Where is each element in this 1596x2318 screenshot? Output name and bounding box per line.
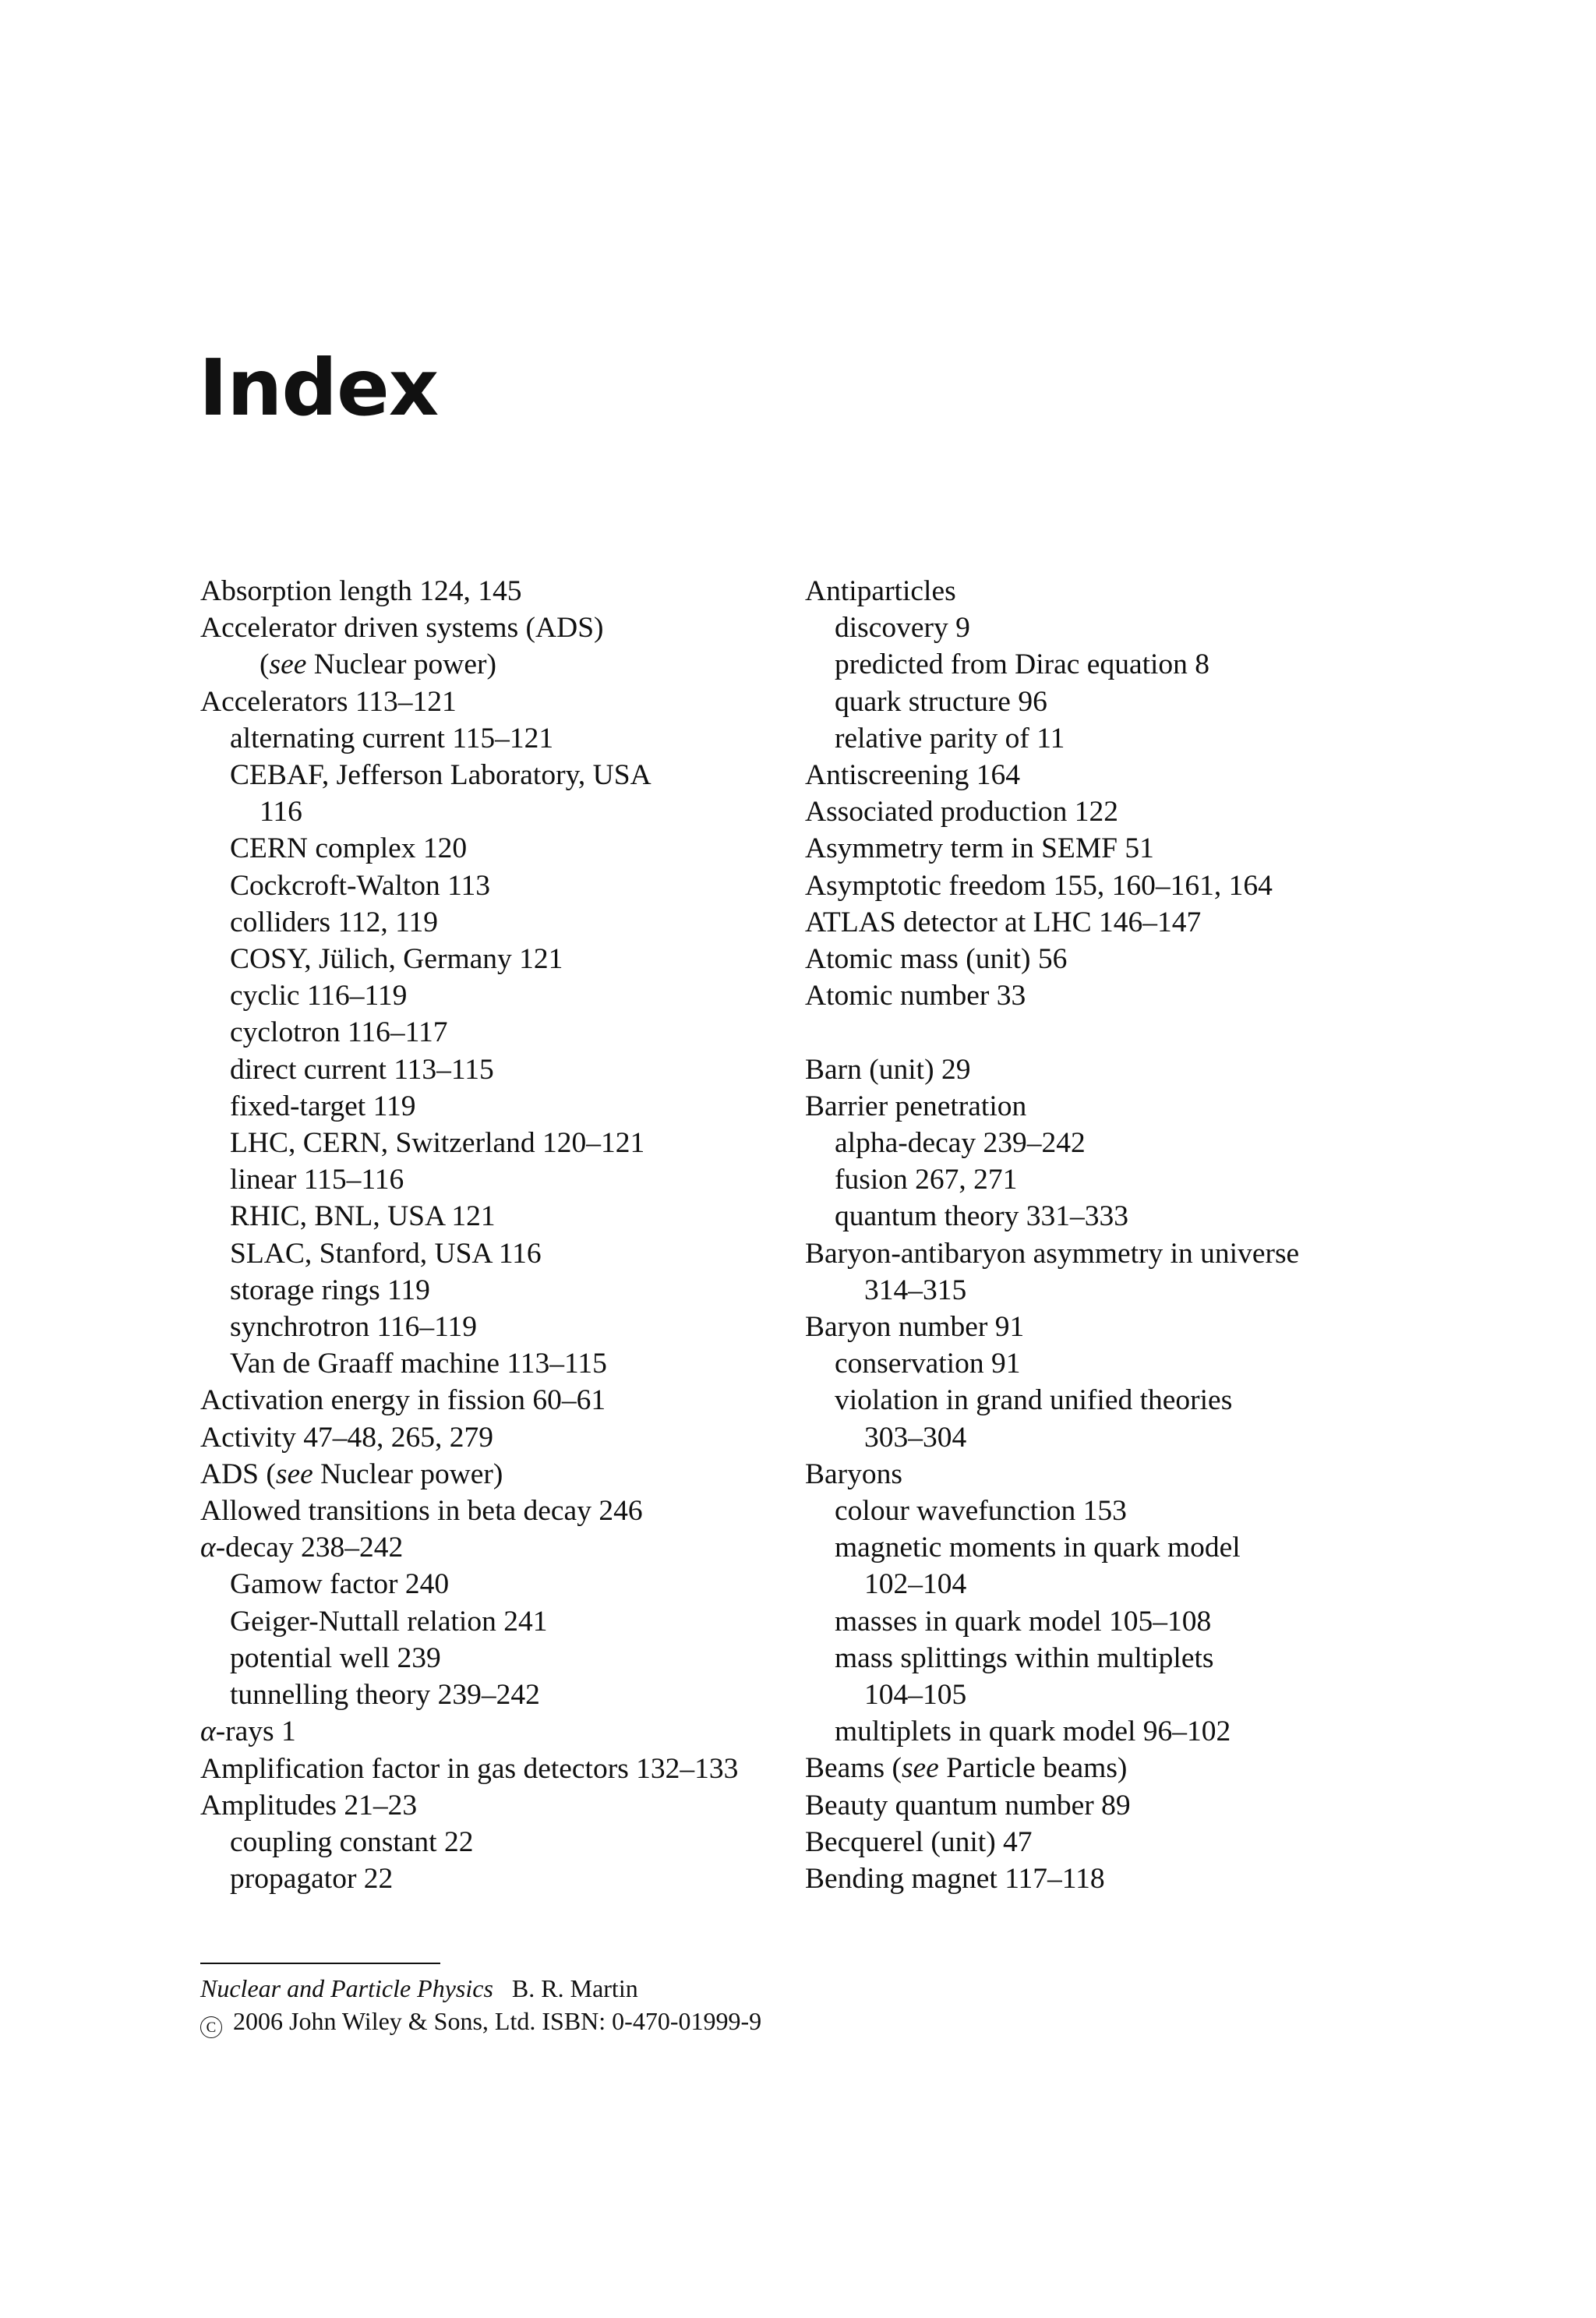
index-entry: ATLAS detector at LHC 146–147 (805, 906, 1202, 938)
index-subentry: relative parity of 11 (835, 722, 1065, 754)
index-entry: Baryon number 91 (805, 1311, 1025, 1344)
index-subentry: quantum theory 331–333 (835, 1200, 1129, 1233)
index-subentry: 303–304 (864, 1421, 967, 1454)
index-subentry: potential well 239 (230, 1641, 441, 1674)
index-subentry: conservation 91 (835, 1348, 1021, 1380)
index-subentry: fusion 267, 271 (835, 1164, 1018, 1196)
index-subentry: predicted from Dirac equation 8 (835, 648, 1210, 681)
index-entry: Activity 47–48, 265, 279 (200, 1421, 494, 1454)
index-subentry: linear 115–116 (230, 1164, 404, 1196)
index-subentry: propagator 22 (230, 1863, 394, 1896)
index-subentry: coupling constant 22 (230, 1825, 474, 1858)
index-subentry: storage rings 119 (230, 1274, 430, 1306)
index-subentry: synchrotron 116–119 (230, 1311, 477, 1344)
index-subentry: fixed-target 119 (230, 1090, 416, 1122)
index-entry: Amplification factor in gas detectors 132–133 (200, 1752, 739, 1785)
index-subentry: cyclotron 116–117 (230, 1016, 448, 1049)
index-entry: α-rays 1 (200, 1716, 296, 1748)
index-subentry: Gamow factor 240 (230, 1568, 450, 1601)
index-subentry: (see Nuclear power) (260, 648, 497, 681)
index-column-right (805, 573, 1413, 1897)
index-entry: Accelerators 113–121 (200, 685, 457, 718)
index-entry: Bending magnet 117–118 (805, 1863, 1105, 1896)
index-subentry: CERN complex 120 (230, 832, 468, 865)
index-entry: Activation energy in fission 60–61 (200, 1384, 606, 1417)
index-entry: Atomic mass (unit) 56 (805, 943, 1068, 976)
index-subentry: discovery 9 (835, 612, 970, 645)
index-subentry: 116 (260, 796, 302, 829)
index-subentry: multiplets in quark model 96–102 (835, 1716, 1231, 1748)
index-subentry: colour wavefunction 153 (835, 1495, 1127, 1528)
index-subentry: 314–315 (864, 1274, 967, 1306)
index-entry: Absorption length 124, 145 (200, 575, 522, 607)
letter-group-gap (805, 1014, 1413, 1051)
index-subentry: direct current 113–115 (230, 1053, 494, 1086)
index-entry: Barrier penetration (805, 1090, 1027, 1122)
index-subentry: Cockcroft-Walton 113 (230, 869, 491, 902)
copyright-text: 2006 John Wiley & Sons, Ltd. ISBN: 0-470-01999-9 (233, 2007, 762, 2035)
index-entry: Associated production 122 (805, 796, 1119, 829)
index-entry: Accelerator driven systems (ADS) (200, 612, 604, 645)
index-entry: Baryons (805, 1458, 902, 1490)
index-subentry: COSY, Jülich, Germany 121 (230, 943, 563, 976)
index-entry: Barn (unit) 29 (805, 1053, 971, 1086)
index-column-left (200, 573, 793, 1897)
index-entry: Allowed transitions in beta decay 246 (200, 1495, 643, 1528)
index-subentry: alpha-decay 239–242 (835, 1127, 1086, 1160)
footer-copyright-line (200, 2005, 761, 2038)
footer-rule (200, 1963, 440, 1964)
index-subentry: CEBAF, Jefferson Laboratory, USA (230, 759, 651, 792)
index-subentry: mass splittings within multiplets (835, 1641, 1214, 1674)
index-subentry: colliders 112, 119 (230, 906, 438, 938)
index-entry: Asymptotic freedom 155, 160–161, 164 (805, 869, 1273, 902)
index-subentry: alternating current 115–121 (230, 722, 554, 754)
index-entry: Baryon-antibaryon asymmetry in universe (805, 1237, 1300, 1270)
index-subentry: 104–105 (864, 1679, 967, 1712)
copyright-icon: C (200, 2016, 222, 2038)
index-entry: ADS (see Nuclear power) (200, 1458, 503, 1490)
page-title: Index (199, 342, 439, 433)
index-entry: Antiscreening 164 (805, 759, 1020, 792)
index-subentry: LHC, CERN, Switzerland 120–121 (230, 1127, 645, 1160)
footer (200, 1972, 761, 2038)
index-subentry: RHIC, BNL, USA 121 (230, 1200, 496, 1233)
index-subentry: SLAC, Stanford, USA 116 (230, 1237, 542, 1270)
index-entry: Asymmetry term in SEMF 51 (805, 832, 1154, 865)
index-subentry: tunnelling theory 239–242 (230, 1679, 540, 1712)
index-entry: Amplitudes 21–23 (200, 1789, 418, 1822)
index-subentry: cyclic 116–119 (230, 980, 408, 1012)
index-entry: Beauty quantum number 89 (805, 1789, 1131, 1822)
index-entry: Atomic number 33 (805, 980, 1026, 1012)
index-subentry: quark structure 96 (835, 685, 1047, 718)
index-entry: Becquerel (unit) 47 (805, 1825, 1033, 1858)
index-entry: Antiparticles (805, 575, 956, 607)
index-subentry: Geiger-Nuttall relation 241 (230, 1605, 548, 1638)
footer-book-line (200, 1972, 761, 2005)
book-title: Nuclear and Particle Physics (200, 1974, 493, 2002)
index-subentry: Van de Graaff machine 113–115 (230, 1348, 607, 1380)
index-subentry: magnetic moments in quark model (835, 1532, 1241, 1564)
index-entry: Beams (see Particle beams) (805, 1752, 1128, 1785)
index-subentry: 102–104 (864, 1568, 967, 1601)
index-entry: α-decay 238–242 (200, 1532, 404, 1564)
index-subentry: violation in grand unified theories (835, 1384, 1233, 1417)
book-author: B. R. Martin (511, 1974, 638, 2002)
index-subentry: masses in quark model 105–108 (835, 1605, 1212, 1638)
